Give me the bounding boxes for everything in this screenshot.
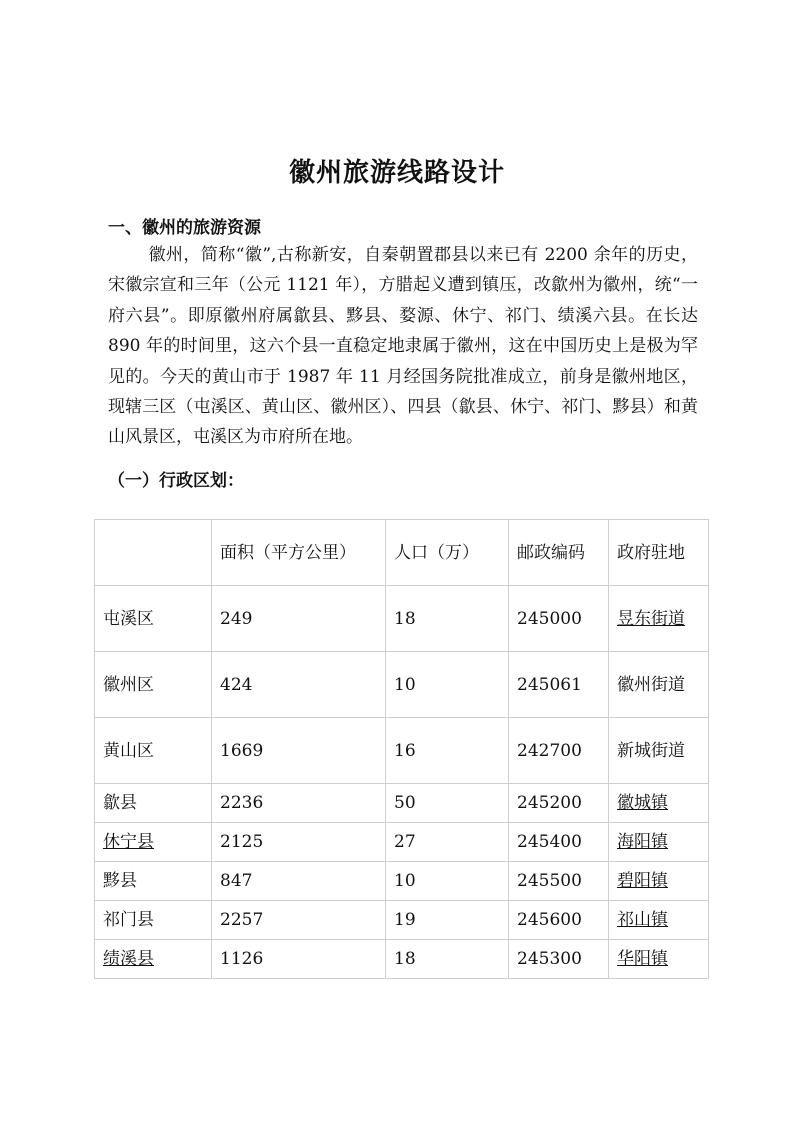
cell-population: 10 [386, 862, 509, 901]
cell-district[interactable] [95, 940, 212, 979]
cell-population: 16 [386, 718, 509, 784]
cell-population: 18 [386, 940, 509, 979]
cell-seat[interactable] [609, 940, 709, 979]
cell-area: 2125 [212, 823, 386, 862]
cell-district: 徽州区 [95, 652, 212, 718]
section-heading-tourism-resources: 一、徽州的旅游资源 [108, 218, 261, 238]
cell-district: 黄山区 [95, 718, 212, 784]
cell-postcode: 245061 [509, 652, 609, 718]
cell-district: 歙县 [95, 784, 212, 823]
cell-population: 10 [386, 652, 509, 718]
cell-postcode: 245500 [509, 862, 609, 901]
seat-link[interactable]: 海阳镇 [617, 832, 668, 852]
header-cell-population: 人口（万） [386, 520, 509, 586]
header-cell-blank [95, 520, 212, 586]
subsection-heading-admin-divisions: （一）行政区划： [108, 471, 244, 491]
cell-postcode: 245400 [509, 823, 609, 862]
table-row [95, 652, 709, 718]
cell-postcode: 245000 [509, 586, 609, 652]
cell-area: 249 [212, 586, 386, 652]
table-row [95, 718, 709, 784]
table-row [95, 784, 709, 823]
cell-population: 19 [386, 901, 509, 940]
table-row [95, 940, 709, 979]
cell-area: 847 [212, 862, 386, 901]
cell-area: 2257 [212, 901, 386, 940]
cell-area: 1669 [212, 718, 386, 784]
cell-seat: 徽州街道 [609, 652, 709, 718]
header-cell-seat: 政府驻地 [609, 520, 709, 586]
header-cell-postcode: 邮政编码 [509, 520, 609, 586]
cell-seat[interactable] [609, 586, 709, 652]
cell-district: 祁门县 [95, 901, 212, 940]
cell-population: 27 [386, 823, 509, 862]
cell-population: 50 [386, 784, 509, 823]
cell-district: 屯溪区 [95, 586, 212, 652]
cell-area: 1126 [212, 940, 386, 979]
seat-link[interactable]: 碧阳镇 [617, 871, 668, 891]
cell-district: 黟县 [95, 862, 212, 901]
cell-area: 424 [212, 652, 386, 718]
seat-link[interactable]: 昱东街道 [617, 608, 685, 629]
cell-seat[interactable] [609, 823, 709, 862]
intro-paragraph-text: 徽州，简称“徽”,古称新安，自秦朝置郡县以来已有 2200 余年的历史，宋徽宗宣和三年（公元 1121 年），方腊起义遭到镇压，改歙州为徽州，统“一府六县”。即原徽州府属歙县、黟县、婺源、休宁、祁门、绩溪六县。在长达 890 年的时间里，这六个县一直稳定地隶属于徽州，这在中国历史上是极为罕见的。今天的黄山市于 1987 年 11 月经国务院批准成立，前身是徽州地区，现辖三区（屯溪区、黄山区、徽州区）、四县（歙县、休宁、祁门、黟县）和黄山风景区，屯溪区为市府所在地。 [108, 245, 698, 448]
header-cell-area: 面积（平方公里） [212, 520, 386, 586]
table-row [95, 586, 709, 652]
table-header-row [95, 520, 709, 586]
cell-seat[interactable] [609, 862, 709, 901]
cell-population: 18 [386, 586, 509, 652]
cell-seat: 新城街道 [609, 718, 709, 784]
cell-district[interactable] [95, 823, 212, 862]
district-link[interactable]: 绩溪县 [103, 949, 154, 969]
cell-seat[interactable] [609, 901, 709, 940]
intro-paragraph [108, 240, 698, 453]
table-row [95, 862, 709, 901]
cell-area: 2236 [212, 784, 386, 823]
admin-divisions-table [94, 519, 709, 979]
district-link[interactable]: 休宁县 [103, 832, 154, 852]
seat-link[interactable]: 徽城镇 [617, 793, 668, 813]
seat-link[interactable]: 祁山镇 [617, 910, 668, 930]
cell-postcode: 245600 [509, 901, 609, 940]
table-row [95, 901, 709, 940]
cell-postcode: 245200 [509, 784, 609, 823]
cell-postcode: 245300 [509, 940, 609, 979]
table-row [95, 823, 709, 862]
cell-seat[interactable] [609, 784, 709, 823]
page-title: 徽州旅游线路设计 [288, 158, 505, 188]
seat-link[interactable]: 华阳镇 [617, 949, 668, 969]
cell-postcode: 242700 [509, 718, 609, 784]
